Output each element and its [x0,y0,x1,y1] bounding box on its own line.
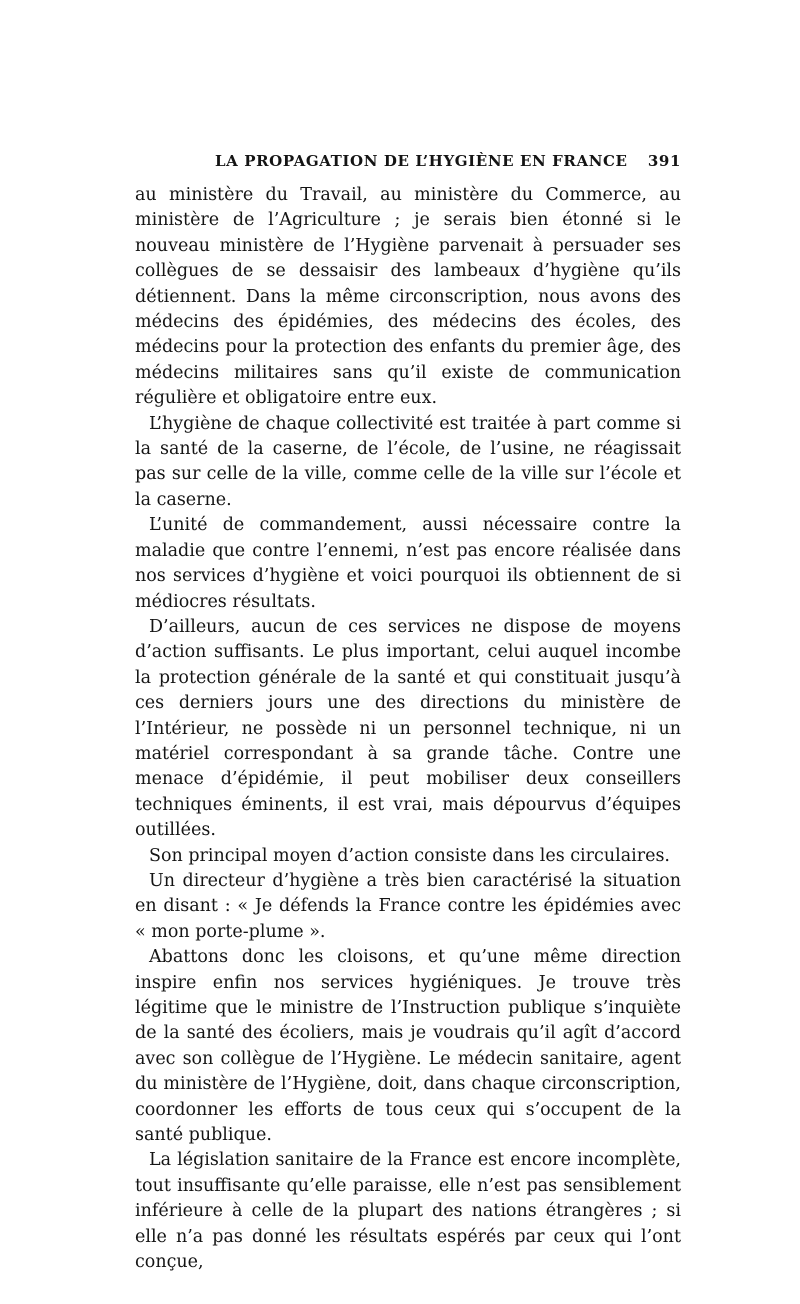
paragraph: L’hygiène de chaque collectivité est traitée à part comme si la santé de la caserne, de l’école, de l’usine, ne réagissait pas sur celle de la ville, comme celle de la ville sur l’école et la caserne. [135,413,681,510]
paragraph: D’ailleurs, aucun de ces services ne dispose de moyens d’action suffisants. Le plus important, celui auquel incombe la protection générale de la santé et qui constituait jusqu’à ces derniers jours une des directions du ministère de l’Intérieur, ne possède ni un personnel technique, ni un matériel correspondant à sa grande tâche. Contre une menace d’épidémie, il peut mobiliser deux conseillers techniques éminents, il est vrai, mais dépourvus d’équipes outillées. [135,616,681,841]
body-text [135,183,681,1275]
page-number: 391 [647,152,681,170]
paragraph: Abattons donc les cloisons, et qu’une même direction inspire enfin nos services hygiéniques. Je trouve très légitime que le ministre de l’Instruction publique s’inquiète de la santé des écoliers, mais je voudrais qu’il agît d’accord avec son collègue de l’Hygiène. Le médecin sanitaire, agent du ministère de l’Hygiène, doit, dans chaque circonscription, coordonner les efforts de tous ceux qui s’occupent de la santé publique. [135,947,681,1146]
running-head [135,152,681,176]
paragraph: au ministère du Travail, au ministère du Commerce, au ministère de l’Agriculture ; je serais bien étonné si le nouveau ministère de l’Hygiène parvenait à persuader ses collègues de se dessaisir des lambeaux d’hygiène qu’ils détiennent. Dans la même circonscription, nous avons des médecins des épidémies, des médecins des écoles, des médecins pour la protection des enfants du premier âge, des médecins militaires sans qu’il existe de communication régulière et obligatoire entre eux. [135,185,681,409]
paragraph: La législation sanitaire de la France est encore incomplète, tout insuffisante qu’elle paraisse, elle n’est pas sensiblement inférieure à celle de la plupart des nations étrangères ; si elle n’a pas donné les résultats espérés par ceux qui l’ont conçue, [135,1150,681,1273]
running-title: LA PROPAGATION DE L’HYGIÈNE EN FRANCE [215,152,628,170]
paragraph: Son principal moyen d’action consiste dans les circulaires. [149,845,670,866]
paragraph: Un directeur d’hygiène a très bien caractérisé la situation en disant : « Je défends la France contre les épidémies avec « mon porte-plume ». [135,870,681,942]
paragraph: L’unité de commandement, aussi nécessaire contre la maladie que contre l’ennemi, n’est pas encore réalisée dans nos services d’hygiène et voici pourquoi ils obtiennent de si médiocres résultats. [135,515,681,612]
